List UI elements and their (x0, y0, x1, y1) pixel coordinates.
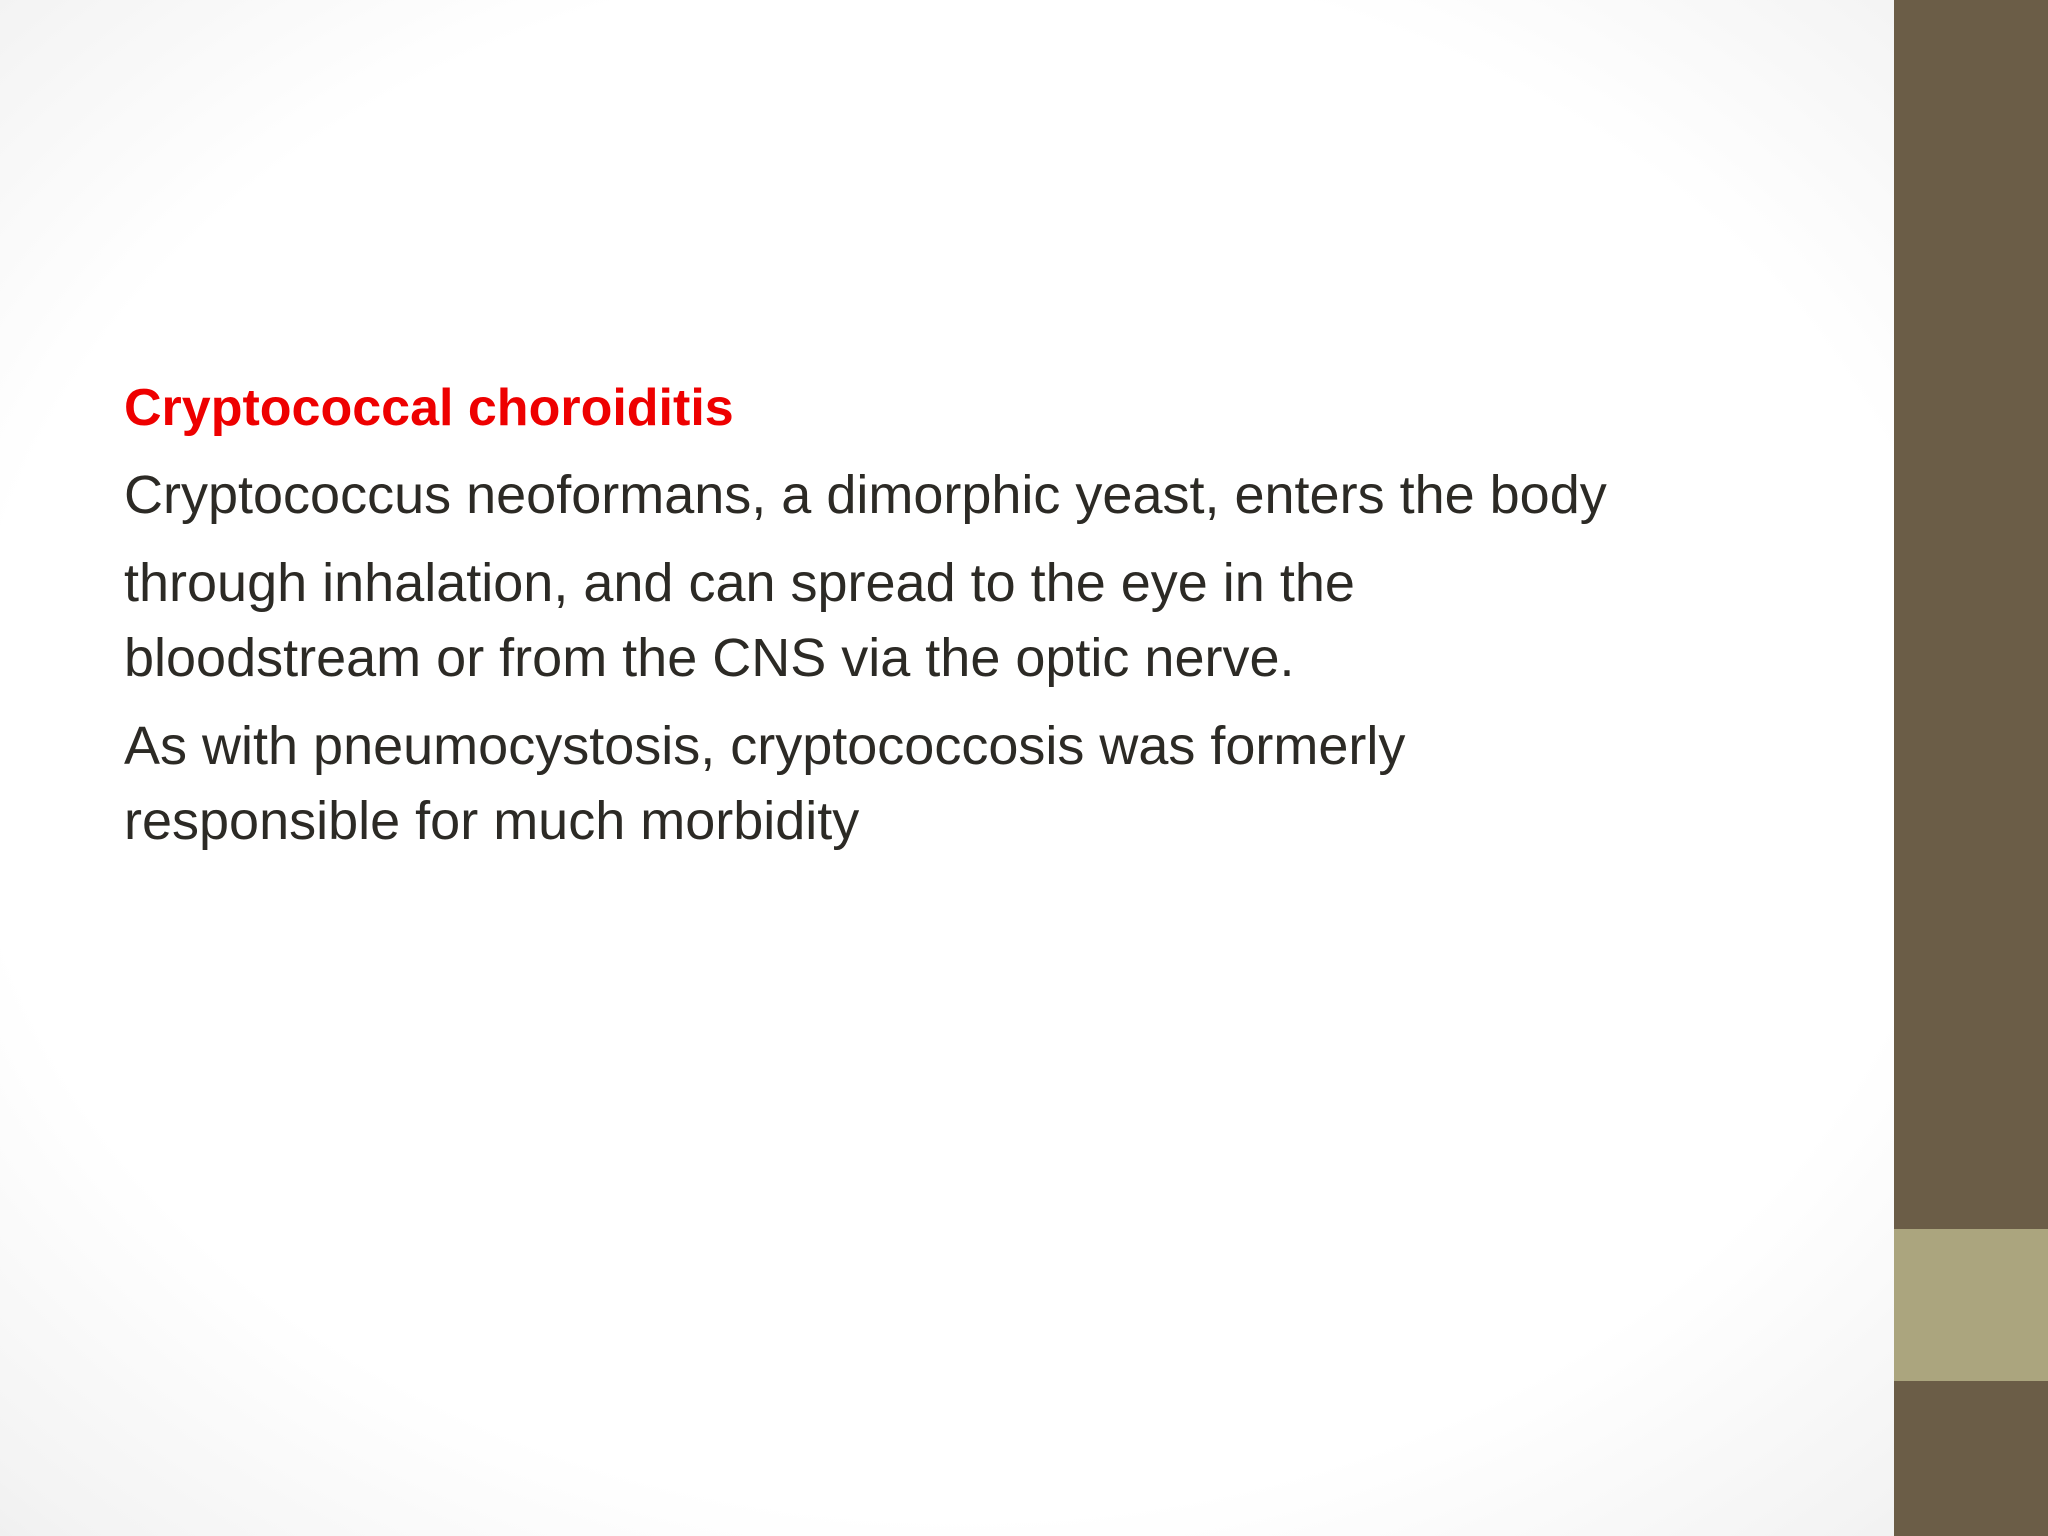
paragraph-line: As with pneumocystosis, cryptococcosis was formerly (124, 716, 1406, 776)
paragraph-3 (124, 709, 1824, 859)
paragraph-line: through inhalation, and can spread to the eye in the (124, 553, 1355, 613)
paragraph-line: bloodstream or from the CNS via the optic nerve. (124, 628, 1295, 688)
paragraph-line: responsible for much morbidity (124, 791, 860, 851)
slide-heading: Cryptococcal choroiditis (124, 379, 734, 437)
side-accent-block (1894, 1229, 2048, 1381)
paragraph-1 (124, 458, 1824, 533)
paragraph-line: Cryptococcus neoformans, a dimorphic yeast, enters the body (124, 465, 1607, 525)
paragraph-2 (124, 546, 1824, 696)
slide-content (124, 368, 1824, 872)
